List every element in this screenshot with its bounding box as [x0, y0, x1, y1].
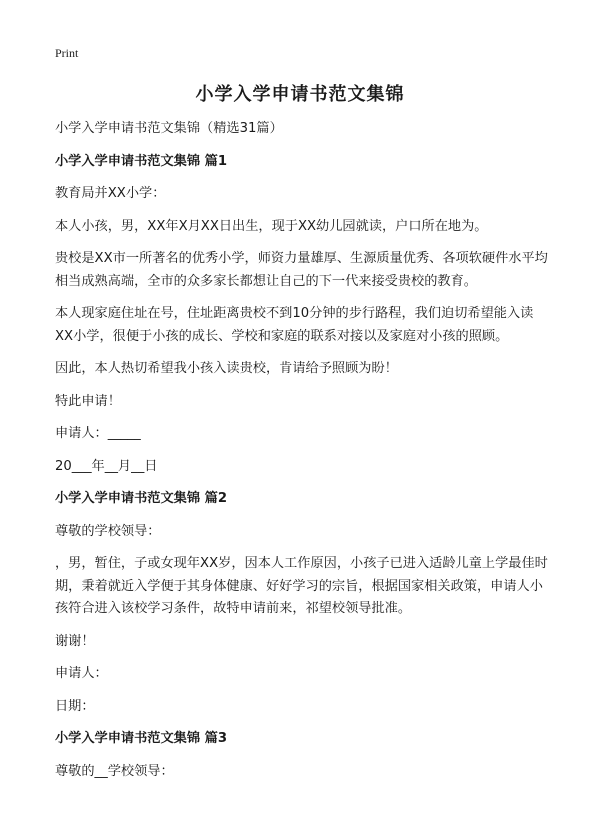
thanks-line: 谢谢！: [55, 633, 95, 649]
salutation-3: 尊敬的__学校领导：: [55, 763, 174, 779]
paragraph: 贵校是XX市一所著名的优秀小学，师资力量雄厚、生源质量优秀、各项软硬件水平均相当成熟高端，全市的众多家长都想让自己的下一代来接受贵校的教育。: [55, 251, 548, 289]
date-line-2: 日期：: [55, 698, 95, 714]
section-heading-3: 小学入学申请书范文集锦 篇3: [55, 731, 228, 746]
paragraph: 因此，本人热切希望我小孩入读贵校，肯请给予照顾为盼！: [55, 361, 398, 376]
paragraph: 特此申请！: [55, 393, 121, 409]
paragraph: 本人现家庭住址在号，住址距离贵校不到10分钟的步行路程，我们迫切希望能入读XX小学，很便于小孩的成长、学校和家庭的联系对接以及家庭对小孩的照顾。: [55, 306, 534, 344]
document-subtitle: 小学入学申请书范文集锦（精选31篇）: [55, 121, 283, 136]
applicant-line-2: 申请人：: [55, 666, 108, 681]
salutation-2: 尊敬的学校领导：: [55, 523, 161, 539]
salutation-1: 教育局并XX小学：: [55, 186, 166, 201]
document-title: 小学入学申请书范文集锦: [195, 84, 405, 105]
section-heading-2: 小学入学申请书范文集锦 篇2: [55, 491, 228, 506]
applicant-line-1: 申请人：_____: [55, 426, 141, 441]
paragraph: 本人小孩，男，XX年X月XX日出生，现于XX幼儿园就读，户口所在地为。: [55, 218, 488, 234]
section-heading-1: 小学入学申请书范文集锦 篇1: [55, 153, 228, 169]
document-body: [55, 118, 550, 793]
date-line-1: 20___年__月__日: [55, 458, 158, 474]
print-label[interactable]: Print: [55, 46, 79, 60]
paragraph: ，男，暂住，子或女现年XX岁，因本人工作原因，小孩子已进入适龄儿童上学最佳时期，秉着就近入学便于其身体健康、好好学习的宗旨，根据国家相关政策，申请人小孩符合进入该校学习条件，故特申请前来，祁望校领导批准。: [55, 556, 548, 616]
